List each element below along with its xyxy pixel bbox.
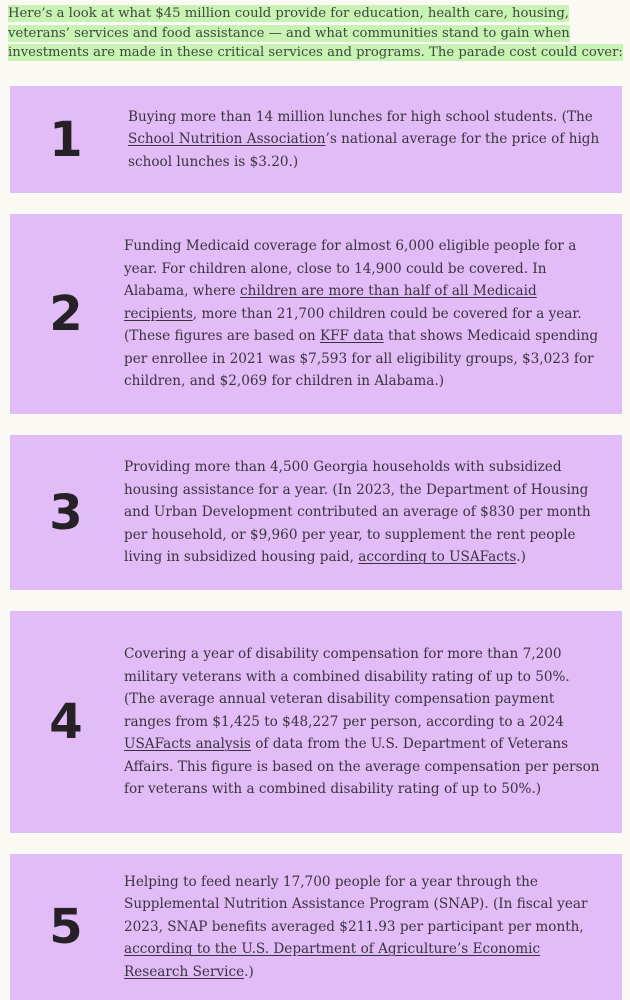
item-card-4 <box>10 611 622 833</box>
item-number: 3 <box>49 484 83 541</box>
item-number: 2 <box>49 286 83 342</box>
item-text: Funding Medicaid coverage for almost 6,000 eligible people for a year. For children alone, close to 14,900 could be covered. In Alabama, where children are more than half of all Medicaid recipients, more than 21,700 children could be covered for a year. (These figures are based on KFF data that shows Medicaid spending per enrollee in 2021 was $7,593 for all eligibility groups, $3,023 for children, and $2,069 for children in Alabama.) <box>124 237 599 390</box>
item-card-5 <box>10 854 622 1000</box>
item-text: Providing more than 4,500 Georgia households with subsidized housing assistance for a year. (In 2023, the Department of Housing and Urban Development contributed an average of $830 per month per household, or $9,960 per year, to supplement the rent people living in subsidized housing paid, according to USAFacts.) <box>124 459 591 566</box>
school-nutrition-association-link[interactable]: School Nutrition Association <box>128 131 326 148</box>
intro-text: Here’s a look at what $45 million could provide for education, health care, housing, veterans’ services and food assistance — and what communities stand to gain when investments are made in these critical services and programs. The parade cost could cover: <box>8 6 623 60</box>
item-number: 5 <box>49 899 83 955</box>
item-text: Covering a year of disability compensation for more than 7,200 military veterans with a combined disability rating of up to 50%. (The average annual veteran disability compensation payment ranges from $1,425 to $48,227 per person, according to a 2024 USAFacts analysis of data from the U.S. Department of Veterans Affairs. This figure is based on the average compensation per person for veterans with a combined disability rating of up to 50%.) <box>124 645 600 798</box>
item-number: 1 <box>49 111 83 168</box>
usda-ers-link[interactable]: according to the U.S. Department of Agriculture’s Economic Research Service <box>124 941 541 980</box>
item-card-1 <box>10 86 622 193</box>
item-number: 4 <box>49 694 83 750</box>
usafacts-housing-link[interactable]: according to USAFacts <box>358 549 517 566</box>
intro-paragraph <box>8 4 624 63</box>
item-text: Helping to feed nearly 17,700 people for a year through the Supplemental Nutrition Assistance Program (SNAP). (In fiscal year 2023, SNAP benefits averaged $211.93 per participant per month, according to the U.S. Department of Agriculture’s Economic Research Service.) <box>124 873 588 980</box>
item-card-3 <box>10 435 622 590</box>
medicaid-children-link[interactable]: children are more than half of all Medicaid recipients <box>124 283 537 322</box>
item-text: Buying more than 14 million lunches for high school students. (The School Nutrition Association’s national average for the price of high school lunches is $3.20.) <box>128 108 600 170</box>
item-card-2 <box>10 214 622 414</box>
kff-data-link[interactable]: KFF data <box>319 328 384 345</box>
usafacts-analysis-link[interactable]: USAFacts analysis <box>124 736 251 753</box>
